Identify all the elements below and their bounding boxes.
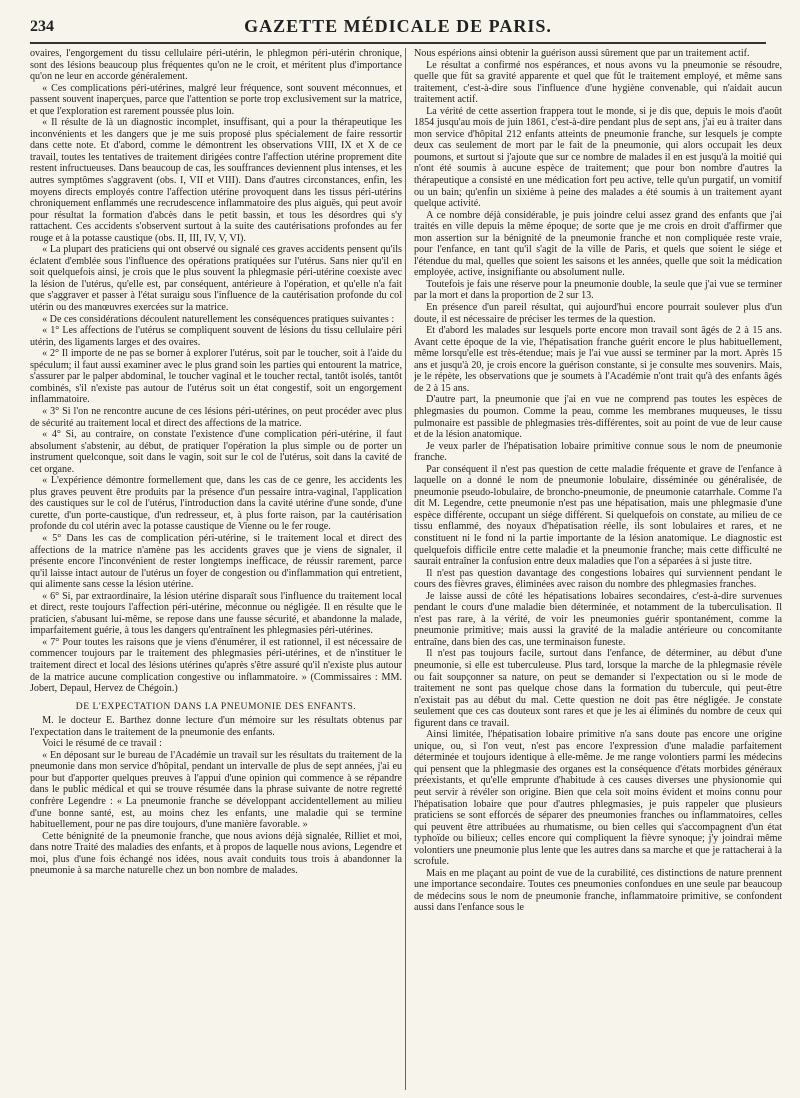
paragraph: « 7° Pour toutes les raisons que je viens d'énumérer, il est rationnel, il est nécessaire de commencer toujours par le traitement des phlegmasies péri-utérines, et de n'instituer le traitement direct et local des lésions utérines qu'après s'être assuré qu'il n'existe plus autour de la matrice aucune complication congestive ou inflammatoire. » (Commissaires : MM. Jobert, Depaul, Hervez de Chégoin.): [30, 636, 402, 695]
paragraph: Le résultat a confirmé nos espérances, et nous avons vu la pneumonie se résoudre, quelle que fût sa gravité apparente et quel que fût le traitement employé, et même sans traitement, c'est-à-dire sous l'influence d'une hygiène convenable, qui n'aidait aucun traitement actif.: [414, 59, 782, 106]
paragraph: Cette bénignité de la pneumonie franche, que nous avions déjà signalée, Rilliet et moi, dans notre Traité des maladies des enfants, et à propos de laquelle nous avions, Legendre et moi, plus d'une fois échangé nos idées, nous avait conduits tous trois à abandonner la pneumonie à sa marche naturelle chez un bon nombre de malades.: [30, 830, 402, 877]
journal-title: GAZETTE MÉDICALE DE PARIS.: [244, 16, 552, 36]
paragraph: Je laisse aussi de côté les hépatisations lobaires secondaires, c'est-à-dire survenues pendant le cours d'une maladie bien déterminée, et notamment de la tuberculisation. Il n'est pas rare, à la vérité, de voir les pneumonies guérir spontanément, comme la pneumonie primitive; mais aussi la gravité de la maladie antérieure ou concomitante entraîne, dans bien des cas, une terminaison funeste.: [414, 590, 782, 648]
paragraph: Toutefois je fais une réserve pour la pneumonie double, la seule que j'ai vue se terminer par la mort et dans la proportion de 2 sur 13.: [414, 278, 782, 302]
paragraph: La vérité de cette assertion frappera tout le monde, si je dis que, depuis le mois d'août 1854 jusqu'au mois de juin 1861, c'est-à-dire pendant plus de sept ans, j'ai eu à traiter dans mon service d'hôpital 212 enfants atteints de pneumonie franche, sur lesquels je compte deux cas seulement de mort par le fait de la pneumonie, qui alors occupait les deux poumons, et surtout si j'ajoute que sur ce nombre de malades il en est jusqu'à la moitié qui n'ont été soumis à aucune espèce de traitement; que pour bon nombre d'autres la thérapeutique a consisté en une médication fort peu active, telle qu'un purgatif, un vomitif ou un bain; qu'enfin un sixième à peine des malades a été soumis à un traitement ayant quelque activité.: [414, 105, 782, 210]
paragraph: « Ces complications péri-utérines, malgré leur fréquence, sont souvent méconnues, et passent souvent inaperçues, parce que l'attention se porte trop exclusivement sur la matrice, et que l'exploration est rarement poussée plus loin.: [30, 82, 402, 117]
left-column: [30, 48, 402, 1090]
section-title: DE L'EXPECTATION DANS LA PNEUMONIE DES ENFANTS.: [75, 700, 357, 712]
paragraph: Mais en me plaçant au point de vue de la curabilité, ces distinctions de nature prennent une importance secondaire. Toutes ces pneumonies confondues en une seule par beaucoup de médecins sous le nom de pneumonie franche, inflammatoire primitive, se confondent aussi dans l'enfance sous le: [414, 867, 782, 914]
paragraph: Par conséquent il n'est pas question de cette maladie fréquente et grave de l'enfance à laquelle on a donné le nom de pneumonie lobulaire, disséminée ou généralisée, de pneumonie pseudo-lobulaire, de broncho-pneumonie, de pneumonie catarrhale. Comme l'a dit M. Legendre, cette pneumonie n'est pas une hépatisation, mais une phlegmasie d'une espèce différente, occupant un siége différent. Si quelquefois on constate, au milieu de ce tissu enflammé, des noyaux d'hépatisation réelle, ils sont lobulaires et rares, et ne constituent ni le fond ni la partie importante de la lésion anatomique. Le diagnostic est quelquefois difficile entre cette maladie et la pneumonie franche; mais cette difficulté ne saurait entraîner la confusion entre deux maladies que l'on a séparées à si juste titre.: [414, 463, 782, 568]
paragraph: M. le docteur E. Barthez donne lecture d'un mémoire sur les résultats obtenus par l'expectation dans le traitement de la pneumonie des enfants.: [30, 715, 402, 738]
paragraph: Il n'est pas question davantage des congestions lobaires qui surviennent pendant le cours des fièvres graves, éliminées avec raison du nombre des phlegmasies franches.: [414, 567, 782, 591]
paragraph: Et d'abord les malades sur lesquels porte encore mon travail sont âgés de 2 à 15 ans. Avant cette époque de la vie, l'hépatisation franche guérit encore le plus habituellement, même lorsqu'elle est très-étendue; mais je l'ai vue aussi se terminer par la mort. Après 15 ans et jusqu'à 20, je crois encore la guérison constante, si je consulte mes souvenirs. Mais, je le répète, les observations que je soumets à l'Académie n'ont trait qu'à des enfants âgés de 2 à 15 ans.: [414, 325, 782, 394]
paragraph: « De ces considérations découlent naturellement les conséquences pratiques suivantes :: [42, 313, 395, 325]
paragraph: ovaires, l'engorgement du tissu cellulaire péri-utérin, le phlegmon péri-utérin chronique, sont des lésions beaucoup plus fréquentes qu'on ne le croit, et méritent plus d'importance qu'on ne leur en accorde généralement.: [30, 48, 402, 83]
paragraph: Nous espérions ainsi obtenir la guérison aussi sûrement que par un traitement actif.: [414, 48, 750, 59]
paragraph: « 4° Si, au contraire, on constate l'existence d'une complication péri-utérine, il faut absolument s'abstenir, au début, de pratiquer l'opération la plus simple ou de porter un instrument quelconque, soit dans le vagin, soit sur le col de l'utérus, soit dans la cavité de cet organe.: [30, 429, 402, 475]
paragraph: « 1° Les affections de l'utérus se compliquent souvent de lésions du tissu cellulaire péri utérin, des ligaments larges et des ovaires.: [30, 325, 402, 348]
paragraph: En présence d'un pareil résultat, qui aujourd'hui encore pourrait soulever plus d'un doute, il est nécessaire de préciser les termes de la question.: [414, 302, 782, 325]
paragraph: « La plupart des praticiens qui ont observé ou signalé ces graves accidents pensent qu'ils éclatent d'emblée sous l'influence des opérations pratiquées sur l'utérus. Sans nier qu'il en soit quelquefois ainsi, je crois que le plus souvent la phlegmasie péri-utérine coexiste avec la lésion de l'utérus, qu'elle est, par conséquent, antérieure à l'opération, et qu'elle n'a fait que s'aggraver et passer à l'état suraigu sous l'influence de la cautérisation profonde du col utérin ou des manœuvres exercées sur la matrice.: [30, 244, 402, 314]
paragraph: « 2° Il importe de ne pas se borner à explorer l'utérus, soit par le toucher, soit à l'aide du spéculum; il faut aussi examiner avec le plus grand soin les parties qui entourent la matrice, s'assurer par le palper abdominal, le toucher vaginal et le toucher rectal, tantôt isolés, tantôt combinés, s'il n'existe pas autour de l'utérus soit un état congestif, soit un engorgement inflammatoire.: [30, 348, 402, 406]
paragraph: D'autre part, la pneumonie que j'ai en vue ne comprend pas toutes les espèces de phlegmasies du poumon. Comme la peau, comme les membranes muqueuses, le tissu pulmonaire est passible de phlegmasies très-différentes, soit au point de vue de leur cause et de la lésion anatomique.: [414, 394, 782, 441]
paragraph: « 3° Si l'on ne rencontre aucune de ces lésions péri-utérines, on peut procéder avec plus de sécurité au traitement local et direct des affections de la matrice.: [30, 405, 402, 429]
page-header: [30, 16, 766, 40]
paragraph: A ce nombre déjà considérable, je puis joindre celui assez grand des enfants que j'ai traités en ville depuis la même époque; de sorte que je me crois en droit d'affirmer que mon assertion sur la bénignité de la pneumonie franche et non compliquée reste vraie, pour l'enfance, en tant qu'il s'agit de la ville de Paris, et quels que soient le siége et l'étendue du mal, quelles que soient les saisons et les années, quelle que soit la médication employée, active, insignifiante ou absolument nulle.: [414, 209, 782, 279]
right-column: [414, 48, 782, 1090]
paragraph: Il n'est pas toujours facile, surtout dans l'enfance, de déterminer, au début d'une pneumonie, si elle est tuberculeuse. Plus tard, lorsque la marche de la phlegmasie révèle ou fait soupçonner sa nature, on peut se demander si l'expectation ou si le mode de traitement ne sont pas quelque chose dans la formation du tubercule, qui peut-être n'existait pas au début du mal. Cette question ne doit pas être négligée. Je constate seulement que ces cas douteux sont rares et que je les ai éliminés du nombre de ceux qui figurent dans ce travail.: [414, 648, 782, 729]
paragraph: Je veux parler de l'hépatisation lobaire primitive connue sous le nom de pneumonie franche.: [414, 440, 782, 464]
paragraph: « L'expérience démontre formellement que, dans les cas de ce genre, les accidents les plus graves peuvent être produits par la présence d'un pessaire intra-vaginal, l'application des caustiques sur le col de l'utérus, l'introduction dans la cavité utérine d'une sonde, d'une curette, d'un porte-caustique, d'un redresseur, et, à plus forte raison, par la cautérisation profonde du col utérin avec la potasse caustique de Vienne ou le fer rouge.: [30, 475, 402, 533]
paragraph: « Il résulte de là un diagnostic incomplet, insuffisant, qui a pour la thérapeutique les inconvénients et les dangers que je me suis proposé plus spécialement de faire ressortir dans cette note. Et d'abord, comme le démontrent les observations VIII, IX et X de ce travail, toutes les tentatives de traitement dirigées contre l'affection utérine proprement dite restent infructueuses. Dans beaucoup de cas, les souffrances deviennent plus intenses, et les autres symptômes s'aggravent (obs. I, VII et VIII). Dans d'autres circonstances, enfin, les moyens directs employés contre l'affection utérine provoquent dans les tissus péri-utérins chroniquement enflammés une recrudescence inflammatoire des plus aiguës, qui peut avoir pour résultat la formation d'abcès dans le petit bassin, et tous les désordres qui s'y rattachent. Ces accidents s'observent surtout à la suite des cautérisations profondes au fer rouge et à la potasse caustique (obs. II, III, IV, V, VI).: [30, 117, 402, 244]
header-rule: [30, 42, 766, 44]
paragraph: « En déposant sur le bureau de l'Académie un travail sur les résultats du traitement de la pneumonie dans mon service d'hôpital, pendant un intervalle de plus de sept années, j'ai eu pour but d'apporter quelques preuves à l'appui d'une opinion qui commence à se répandre dans le public médical et qui se trouve résumée dans la phrase suivante de notre regretté confrère Legendre : « La pneumonie franche se développant accidentellement au milieu d'une bonne santé, est, au moins chez les enfants, une maladie qui se termine habituellement, pour ne pas dire toujours, d'une manière favorable. »: [30, 749, 402, 831]
column-divider: [405, 48, 406, 1090]
paragraph: Ainsi limitée, l'hépatisation lobaire primitive n'a sans doute pas encore une origine unique, ou, si l'on veut, n'est pas encore l'expression d'une maladie parfaitement déterminée et toujours identique à elle-même. Je me range volontiers parmi les médecins qui pensent que la phlegmasie des organes est la conséquence d'états morbides généraux préexistants, et qu'elle emprunte d'habitude à ces causes diverses une physionomie qui peut servir à révéler son origine. Bien que cela soit moins évident et moins connu pour l'hépatisation lobaire que pour d'autres phlegmasies, je puis rappeler que plusieurs praticiens se sont efforcés de séparer des pneumonies franches ou inflammatoires, celles qui peuvent être attribuées au rhumatisme, ou bien celles qui s'accompagnent d'un état typhoïde ou bilieux; celles encore qui compliquent la fièvre synoque; j'y joindrai même volontiers une pneumonie plus lente que les autres dans sa marche et que je rattacherai à la scrofule.: [414, 729, 782, 868]
page-number: 234: [30, 18, 54, 35]
paragraph: Voici le résumé de ce travail :: [42, 738, 162, 750]
paragraph: « 6° Si, par extraordinaire, la lésion utérine disparaît sous l'influence du traitement local et direct, reste toujours l'affection péri-utérine, méconnue ou négligée. Il en résulte que le praticien, s'abusant lui-même, se repose dans une fausse sécurité, et abandonne la malade, imparfaitement guérie, à tous les dangers qu'entraînent les phlegmasies péri-utérines.: [30, 590, 402, 637]
paragraph: « 5° Dans les cas de complication péri-utérine, si le traitement local et direct des affections de la matrice n'amène pas les accidents graves que je viens de signaler, il présente encore l'inconvénient de rester longtemps inefficace, de réussir rarement, parce qu'il laisse intact autour de l'utérus un foyer de congestion ou d'inflammation qui entretient, qui alimente sans cesse la lésion utérine.: [30, 532, 402, 591]
